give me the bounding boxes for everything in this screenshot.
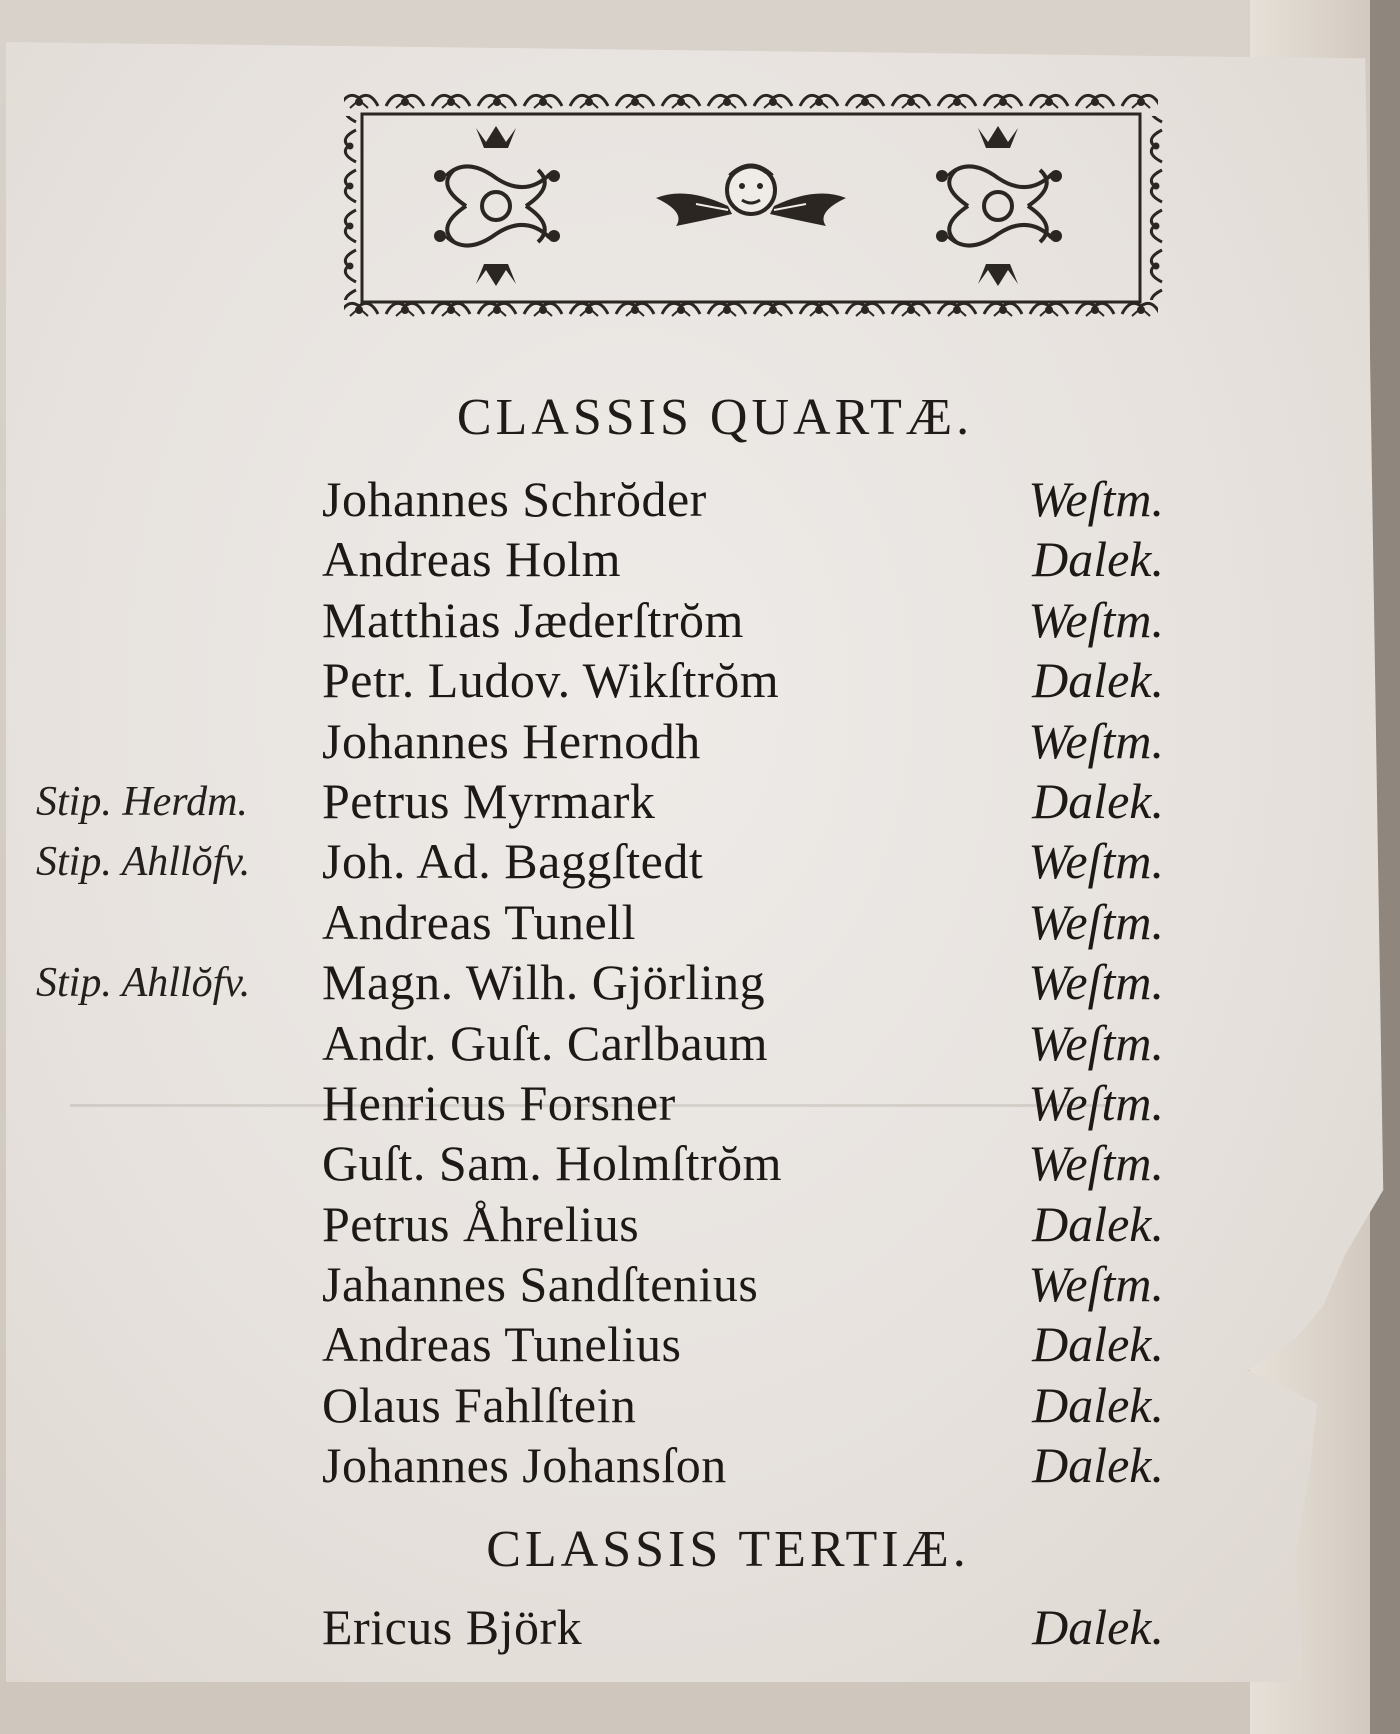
student-entry xyxy=(0,1436,1200,1496)
student-name: Petrus Åhrelius xyxy=(322,1195,640,1252)
stipend-note: Stip. Ahllŏfv. xyxy=(36,960,251,1007)
student-origin: Weſtm. xyxy=(1028,893,1164,950)
student-origin: Weſtm. xyxy=(1028,833,1164,890)
student-name: Andreas Holm xyxy=(322,531,621,588)
student-name: Andreas Tunell xyxy=(322,893,636,950)
student-origin: Weſtm. xyxy=(1028,954,1164,1011)
student-entry xyxy=(0,1014,1200,1074)
student-name: Olaus Fahlſtein xyxy=(322,1376,637,1433)
student-name: Guſt. Sam. Holmſtrŏm xyxy=(322,1135,782,1192)
student-origin: Weſtm. xyxy=(1028,591,1164,648)
section-heading-classis-quartae: CLASSIS QUARTÆ. xyxy=(456,389,974,446)
student-entry xyxy=(0,953,1200,1013)
student-origin: Weſtm. xyxy=(1028,1135,1164,1192)
student-name: Johannes Johansſon xyxy=(322,1437,727,1494)
student-entry xyxy=(0,651,1200,711)
cherub-and-floral-scroll-headpiece-icon xyxy=(336,86,1166,331)
student-entry xyxy=(0,1255,1200,1315)
student-entry xyxy=(0,1376,1200,1436)
student-origin: Dalek. xyxy=(1032,772,1164,829)
student-name: Johannes Hernodh xyxy=(322,712,701,769)
student-list-classis-quartae xyxy=(0,470,1200,1497)
student-entry xyxy=(0,1134,1200,1194)
section-heading-classis-tertiae: CLASSIS TERTIÆ. xyxy=(486,1521,970,1578)
stipend-note: Stip. Ahllŏfv. xyxy=(36,839,251,886)
student-origin: Weſtm. xyxy=(1028,1256,1164,1313)
student-origin: Dalek. xyxy=(1032,1316,1164,1373)
student-origin: Dalek. xyxy=(1032,1195,1164,1252)
stipend-note: Stip. Herdm. xyxy=(36,778,248,825)
student-origin: Dalek. xyxy=(1032,531,1164,588)
student-entry xyxy=(0,1598,1200,1658)
student-origin: Dalek. xyxy=(1032,1599,1164,1655)
student-entry xyxy=(0,530,1200,590)
student-entry xyxy=(0,893,1200,953)
student-entry xyxy=(0,772,1200,832)
student-origin: Dalek. xyxy=(1032,1437,1164,1494)
student-name: Matthias Jæderſtrŏm xyxy=(322,591,744,648)
student-entry xyxy=(0,1195,1200,1255)
student-entry xyxy=(0,832,1200,892)
show-through-shadow xyxy=(216,310,294,386)
student-entry xyxy=(0,712,1200,772)
student-name: Henricus Forsner xyxy=(322,1074,676,1131)
student-origin: Dalek. xyxy=(1032,652,1164,709)
student-name: Andr. Guſt. Carlbaum xyxy=(322,1014,769,1071)
student-name: Andreas Tunelius xyxy=(322,1316,682,1373)
student-entry xyxy=(0,470,1200,530)
student-entry xyxy=(0,591,1200,651)
student-entry xyxy=(0,1074,1200,1134)
student-origin: Weſtm. xyxy=(1028,1074,1164,1131)
student-name: Joh. Ad. Baggſtedt xyxy=(322,833,704,890)
student-name: Magn. Wilh. Gjörling xyxy=(322,954,766,1011)
student-origin: Weſtm. xyxy=(1028,471,1164,527)
student-origin: Dalek. xyxy=(1032,1376,1164,1433)
student-entry xyxy=(0,1315,1200,1375)
student-name: Johannes Schrŏder xyxy=(322,471,707,527)
student-name: Petrus Myrmark xyxy=(322,772,656,829)
student-origin: Weſtm. xyxy=(1028,1014,1164,1071)
student-list-classis-tertiae xyxy=(0,1598,1200,1658)
student-name: Petr. Ludov. Wikſtrŏm xyxy=(322,652,780,709)
student-origin: Weſtm. xyxy=(1028,712,1164,769)
student-name: Jahannes Sandſtenius xyxy=(322,1256,759,1313)
student-name: Ericus Björk xyxy=(322,1599,583,1655)
